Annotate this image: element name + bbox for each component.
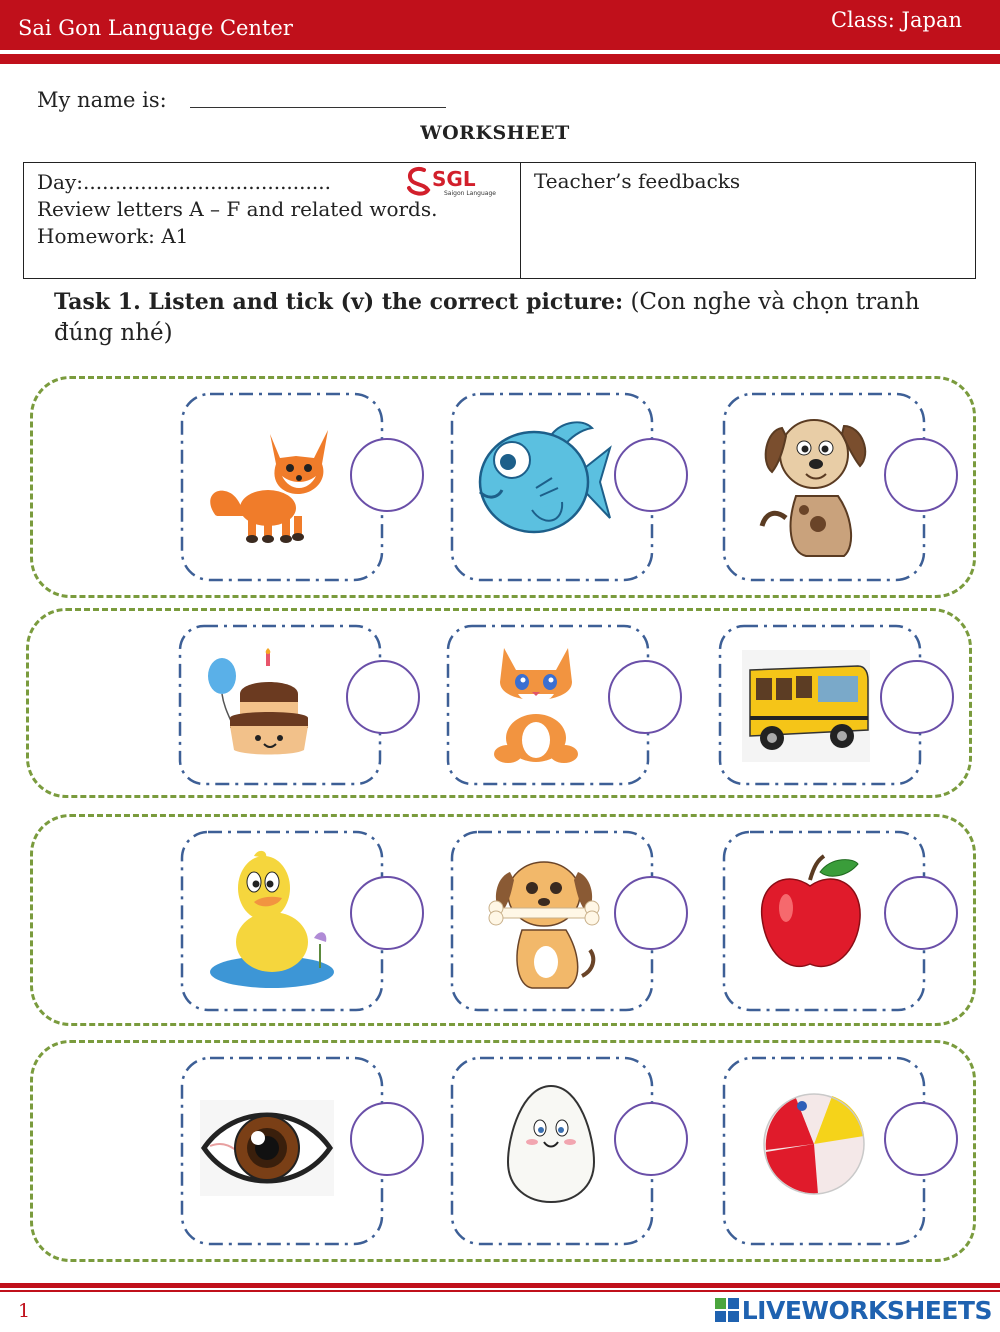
info-table — [23, 162, 976, 279]
tick-circle-cake[interactable] — [346, 660, 420, 734]
class-label: Class: Japan — [830, 8, 962, 32]
header-divider — [0, 50, 1000, 53]
review-line: Review letters A – F and related words. — [37, 197, 438, 221]
eye-picture — [200, 1100, 334, 1200]
svg-text:Saigon Language: Saigon Language — [444, 190, 496, 197]
svg-text:SGL: SGL — [432, 167, 476, 191]
tick-circle-dog[interactable] — [884, 438, 958, 512]
footer-stripe — [0, 1283, 1000, 1288]
apple-picture — [758, 852, 864, 980]
footer-divider — [0, 1290, 1000, 1292]
brand-text: LIVEWORKSHEETS — [741, 1296, 992, 1325]
task-subtitle: (Con nghe và chọn tranh đúng nhé) — [54, 289, 920, 346]
tick-circle-fox[interactable] — [350, 438, 424, 512]
worksheet-title: WORKSHEET — [420, 122, 570, 144]
page-number: 1 — [18, 1300, 31, 1322]
cake-picture — [204, 648, 320, 764]
tick-circle-ball[interactable] — [884, 1102, 958, 1176]
day-line: Day:....................................... — [37, 170, 331, 194]
name-label: My name is: — [37, 88, 167, 112]
task-title: Task 1. Listen and tick (v) the correct picture: — [54, 289, 624, 315]
cat-picture — [486, 642, 586, 772]
org-name: Sai Gon Language Center — [18, 16, 293, 40]
header-bar — [0, 0, 1000, 50]
tick-circle-puppy[interactable] — [614, 876, 688, 950]
tick-circle-egg[interactable] — [614, 1102, 688, 1176]
feedback-label: Teacher’s feedbacks — [534, 169, 741, 193]
egg-picture — [506, 1084, 596, 1208]
feedback-cell[interactable] — [521, 163, 975, 278]
tick-circle-fish[interactable] — [614, 438, 688, 512]
homework-line: Homework: A1 — [37, 224, 189, 248]
tick-circle-bus[interactable] — [880, 660, 954, 734]
liveworksheets-icon — [714, 1297, 740, 1323]
task-instruction — [54, 287, 954, 349]
tick-circle-cat[interactable] — [608, 660, 682, 734]
fish-picture — [472, 418, 612, 550]
duck-picture — [210, 848, 340, 996]
ball-picture — [762, 1092, 866, 1200]
tick-circle-duck[interactable] — [350, 876, 424, 950]
liveworksheets-logo[interactable] — [714, 1296, 992, 1325]
tick-circle-apple[interactable] — [884, 876, 958, 950]
dog-picture — [756, 406, 872, 568]
fox-picture — [206, 424, 336, 548]
puppy-picture — [488, 850, 600, 996]
tick-circle-eye[interactable] — [350, 1102, 424, 1176]
header-stripe — [0, 54, 1000, 64]
sgl-logo — [404, 164, 504, 205]
name-blank-line[interactable] — [190, 107, 446, 108]
info-left-cell — [24, 163, 521, 278]
bus-picture — [742, 650, 870, 766]
